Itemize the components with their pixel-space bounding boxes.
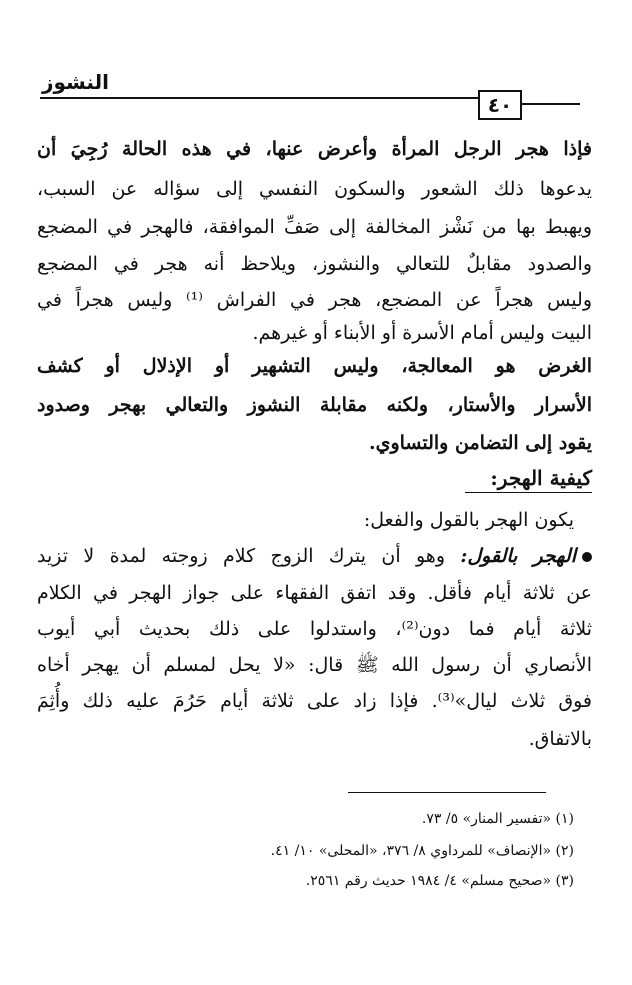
intro-line: يكون الهجر بالقول والفعل: [363, 509, 574, 531]
footnote-separator [348, 792, 546, 793]
para3-line-5: فوق ثلاث ليال»⁽³⁾. فإذا زاد على ثلاثة أيام حَرُمَ عليه ذلك وأُثِمَ [37, 690, 593, 712]
para2-line-3: يقود إلى التضامن والتساوي. [368, 432, 592, 454]
para1-line-2: يدعوها ذلك الشعور والسكون النفسي إلى سؤاله عن السبب، [37, 178, 592, 200]
page-number: ٤٠ [478, 90, 522, 120]
para1-line-5: وليس هجراً عن المضجع، هجر في الفراش ⁽¹⁾ وليس هجراً في [37, 289, 593, 311]
para3-line-2: عن ثلاثة أيام فأقل. وقد اتفق الفقهاء على جواز الهجر في الكلام [37, 582, 592, 604]
footnote-3: (٣) «صحيح مسلم» ٤/ ١٩٨٤ حديث رقم ٢٥٦١. [305, 873, 574, 889]
heading-underline [465, 492, 592, 493]
para3-line-4: الأنصاري أن رسول الله ﷺ قال: «لا يحل لمسلم أن يهجر أخاه [37, 654, 592, 676]
para2-line-2: الأسرار والأستار، ولكنه مقابلة النشوز والتعالي بهجر وصدود [37, 394, 592, 416]
para3-line1-rest: وهو أن يترك الزوج كلام زوجته لمدة لا تزيد [37, 545, 445, 567]
header-rule-top [40, 97, 480, 99]
para1-line-6: البيت وليس أمام الأسرة أو الأبناء أو غيرهم. [252, 322, 592, 344]
para3-line-3: ثلاثة أيام فما دون⁽²⁾، واستدلوا على ذلك بحديث أبي أيوب [37, 618, 592, 640]
para3-line-6: بالاتفاق. [528, 728, 592, 750]
bullet-icon [582, 552, 592, 562]
footnote-2: (٢) «الإنصاف» للمرداوي ٨/ ٣٧٦، «المحلى» ١٠/ ٤١. [270, 843, 574, 859]
running-header-title: النشوز [42, 70, 109, 94]
para1-line-4: والصدود مقابلٌ للتعالي والنشوز، ويلاحظ أنه هجر في المضجع [37, 253, 592, 275]
header-rule-right [520, 103, 580, 105]
footnote-1: (١) «تفسير المنار» ٥/ ٧٣. [421, 811, 574, 827]
para1-line-3: ويهبط بها من نَشْز المخالفة إلى صَفِّ الموافقة، فالهجر في المضجع [37, 216, 592, 238]
para2-line-1: الغرض هو المعالجة، وليس التشهير أو الإذلال أو كشف [37, 355, 592, 377]
section-heading: كيفية الهجر: [490, 466, 592, 490]
para1-line-1: فإذا هجر الرجل المرأة وأعرض عنها، في هذه الحالة رُجِيَ أن [37, 138, 592, 160]
para3-lead: الهجر بالقول: [460, 545, 576, 567]
para3-line-1 [37, 541, 592, 571]
